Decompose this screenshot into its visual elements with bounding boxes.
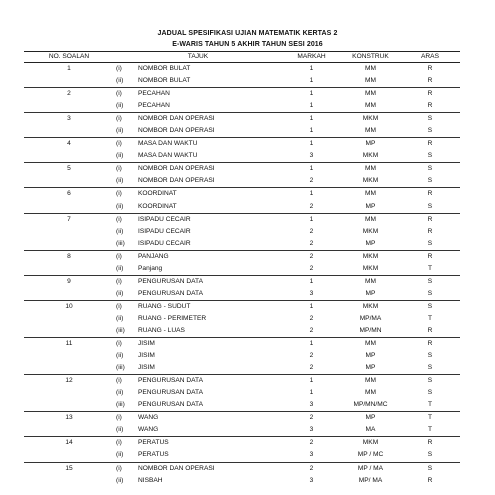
cell-sub-part: (iii) (116, 327, 125, 334)
cell-tajuk (114, 75, 282, 88)
table-row (24, 125, 460, 138)
cell-sub-part: (i) (116, 115, 122, 123)
cell-sub-part: (ii) (116, 177, 124, 185)
table-row (24, 449, 460, 462)
cell-aras: S (427, 239, 433, 247)
cell-konstruk: MKM (362, 227, 379, 235)
cell-aras: T (427, 314, 433, 322)
cell-no-soalan (24, 350, 114, 362)
cell-sub-part: (ii) (116, 352, 124, 360)
cell-sub-part: (i) (116, 340, 122, 348)
cell-aras: R (400, 63, 460, 76)
cell-konstruk: MM (365, 77, 376, 85)
cell-no-soalan: 15 (24, 462, 114, 475)
cell-aras: S (400, 113, 460, 126)
cell-no-soalan: 2 (24, 88, 114, 101)
cell-markah: 2 (309, 177, 314, 185)
cell-aras: R (427, 102, 433, 110)
cell-sub-part: (iii) (116, 239, 125, 247)
cell-markah: 1 (309, 77, 314, 85)
cell-konstruk: MM (341, 88, 400, 101)
cell-topic: PERATUS (138, 439, 169, 447)
cell-tajuk (114, 226, 282, 238)
cell-topic: JISIM (138, 364, 155, 372)
cell-sub-part: (ii) (116, 389, 124, 397)
cell-aras: S (400, 275, 460, 288)
cell-konstruk: MP (365, 202, 376, 210)
cell-sub-part: (ii) (116, 426, 124, 434)
cell-tajuk (114, 250, 282, 263)
cell-markah: 2 (309, 352, 314, 360)
table-row (24, 399, 460, 412)
cell-aras: R (400, 338, 460, 351)
cell-topic: JISIM (138, 340, 155, 348)
cell-markah: 3 (309, 401, 314, 409)
cell-markah: 2 (309, 227, 314, 235)
cell-konstruk: MM (341, 275, 400, 288)
cell-sub-part: (ii) (116, 289, 124, 297)
table-row (24, 113, 460, 126)
document-subtitle: E-WARIS TAHUN 5 AKHIR TAHUN SESI 2016 (172, 41, 323, 48)
cell-konstruk: MKM (362, 152, 379, 160)
table-row (24, 250, 460, 263)
cell-tajuk (114, 462, 282, 475)
cell-tajuk (114, 138, 282, 151)
table-row (24, 175, 460, 188)
cell-no-soalan: 5 (24, 163, 114, 176)
table-row (24, 288, 460, 301)
table-row (24, 75, 460, 88)
table-row (24, 325, 460, 338)
cell-tajuk (114, 362, 282, 375)
cell-no-soalan (24, 424, 114, 437)
table-body (24, 63, 460, 487)
cell-topic: NOMBOR DAN OPERASI (138, 177, 215, 185)
cell-aras: T (427, 426, 433, 434)
cell-sub-part: (i) (116, 65, 122, 73)
cell-no-soalan (24, 313, 114, 325)
header-markah: MARKAH (282, 52, 341, 63)
cell-tajuk (114, 88, 282, 101)
cell-konstruk: MP (341, 138, 400, 151)
cell-tajuk (114, 238, 282, 251)
cell-no-soalan (24, 263, 114, 276)
table-row (24, 238, 460, 251)
cell-sub-part: (ii) (116, 451, 124, 459)
cell-markah: 1 (309, 102, 314, 110)
cell-konstruk: MM (365, 389, 376, 397)
cell-aras: R (400, 138, 460, 151)
cell-konstruk: MP (365, 364, 376, 372)
cell-aras: S (400, 462, 460, 475)
cell-markah: 1 (282, 338, 341, 351)
cell-tajuk (114, 300, 282, 313)
cell-topic: PENGURUSAN DATA (138, 401, 203, 409)
cell-aras: R (427, 77, 433, 85)
cell-markah: 1 (309, 389, 314, 397)
cell-no-soalan: 6 (24, 188, 114, 201)
cell-markah: 2 (309, 364, 314, 372)
cell-tajuk (114, 113, 282, 126)
cell-markah: 1 (282, 63, 341, 76)
cell-konstruk: MP / MA (341, 462, 400, 475)
table-row (24, 150, 460, 163)
cell-konstruk: MP (365, 352, 376, 360)
cell-markah: 3 (309, 476, 314, 484)
cell-markah: 3 (309, 289, 314, 297)
cell-topic: NOMBOR BULAT (138, 77, 191, 85)
cell-tajuk (114, 125, 282, 138)
cell-no-soalan (24, 449, 114, 462)
cell-tajuk (114, 399, 282, 412)
cell-konstruk: MKM (341, 300, 400, 313)
cell-aras: S (427, 177, 433, 185)
cell-topic: PANJANG (138, 252, 169, 260)
cell-markah: 2 (309, 202, 314, 210)
cell-sub-part: (ii) (116, 202, 124, 210)
table-row (24, 138, 460, 151)
cell-no-soalan (24, 100, 114, 113)
cell-tajuk (114, 313, 282, 325)
cell-no-soalan: 3 (24, 113, 114, 126)
cell-tajuk (114, 475, 282, 487)
cell-konstruk: MP (341, 412, 400, 425)
cell-topic: RUANG - PERIMETER (138, 314, 207, 322)
cell-markah: 3 (309, 426, 314, 434)
cell-no-soalan: 13 (24, 412, 114, 425)
table-row (24, 63, 460, 76)
cell-aras: R (400, 213, 460, 226)
cell-no-soalan: 8 (24, 250, 114, 263)
cell-no-soalan (24, 175, 114, 188)
cell-markah: 2 (309, 239, 314, 247)
cell-topic: JISIM (138, 352, 155, 360)
cell-sub-part: (ii) (116, 264, 124, 272)
cell-topic: NISBAH (138, 476, 163, 484)
cell-tajuk (114, 275, 282, 288)
cell-sub-part: (ii) (116, 152, 124, 160)
cell-konstruk: MKM (362, 264, 379, 272)
table-row (24, 88, 460, 101)
cell-aras: S (427, 364, 433, 372)
cell-aras: S (427, 389, 433, 397)
cell-markah: 2 (282, 462, 341, 475)
cell-aras: R (427, 476, 433, 484)
cell-no-soalan (24, 238, 114, 251)
cell-tajuk (114, 437, 282, 450)
cell-konstruk: MM (341, 63, 400, 76)
cell-sub-part: (i) (116, 464, 122, 472)
cell-konstruk: MM (341, 338, 400, 351)
cell-topic: ISIPADU CECAIR (138, 239, 191, 247)
cell-tajuk (114, 375, 282, 388)
cell-topic: PECAHAN (138, 90, 170, 98)
table-row (24, 375, 460, 388)
cell-aras: S (427, 202, 433, 210)
table-row (24, 350, 460, 362)
cell-konstruk: MP/MA (359, 314, 382, 322)
cell-markah: 2 (282, 437, 341, 450)
cell-konstruk: MP/MN/MC (353, 401, 388, 409)
table-row (24, 424, 460, 437)
cell-sub-part: (i) (116, 302, 122, 310)
cell-aras: R (427, 327, 433, 334)
cell-aras: R (400, 437, 460, 450)
cell-markah: 1 (282, 213, 341, 226)
table-row (24, 475, 460, 487)
cell-konstruk: MKM (341, 437, 400, 450)
cell-aras: R (400, 188, 460, 201)
cell-markah: 1 (282, 375, 341, 388)
table-row (24, 226, 460, 238)
cell-konstruk: MM (341, 188, 400, 201)
table-row (24, 275, 460, 288)
cell-no-soalan (24, 75, 114, 88)
cell-aras: S (400, 163, 460, 176)
cell-markah: 1 (282, 163, 341, 176)
cell-no-soalan (24, 325, 114, 338)
cell-topic: NOMBOR DAN OPERASI (138, 115, 215, 123)
cell-no-soalan (24, 150, 114, 163)
cell-no-soalan (24, 125, 114, 138)
cell-tajuk (114, 163, 282, 176)
cell-tajuk (114, 412, 282, 425)
cell-sub-part: (ii) (116, 476, 124, 484)
cell-konstruk: MP (365, 239, 376, 247)
cell-konstruk: MP/MN (359, 327, 382, 334)
cell-topic: ISIPADU CECAIR (138, 215, 191, 223)
cell-topic: PECAHAN (138, 102, 170, 110)
cell-markah: 1 (282, 300, 341, 313)
cell-tajuk (114, 449, 282, 462)
cell-topic: NOMBOR DAN OPERASI (138, 464, 215, 472)
document-title: JADUAL SPESIFIKASI UJIAN MATEMATIK KERTAS 2 (157, 30, 338, 37)
cell-sub-part: (ii) (116, 227, 124, 235)
cell-sub-part: (ii) (116, 127, 124, 135)
cell-topic: WANG (138, 414, 159, 422)
table-row (24, 188, 460, 201)
cell-konstruk: MM (365, 102, 376, 110)
cell-topic: NOMBOR DAN OPERASI (138, 127, 215, 135)
cell-topic: NOMBOR DAN OPERASI (138, 165, 215, 173)
cell-konstruk: MM (341, 163, 400, 176)
cell-tajuk (114, 325, 282, 338)
table-row (24, 201, 460, 214)
cell-markah: 2 (309, 264, 314, 272)
cell-tajuk (114, 63, 282, 76)
cell-no-soalan (24, 475, 114, 487)
cell-tajuk (114, 338, 282, 351)
cell-no-soalan: 7 (24, 213, 114, 226)
table-row (24, 338, 460, 351)
cell-aras: T (400, 412, 460, 425)
cell-tajuk (114, 188, 282, 201)
cell-sub-part: (ii) (116, 314, 124, 322)
cell-markah: 2 (309, 314, 314, 322)
cell-no-soalan (24, 201, 114, 214)
cell-tajuk (114, 350, 282, 362)
cell-topic: PENGURUSAN DATA (138, 289, 203, 297)
cell-aras: S (400, 375, 460, 388)
cell-konstruk: MP/ MA (358, 476, 383, 484)
cell-aras: T (427, 401, 433, 409)
cell-tajuk (114, 288, 282, 301)
cell-no-soalan: 10 (24, 300, 114, 313)
cell-markah: 1 (309, 127, 314, 135)
cell-topic: KOORDINAT (138, 190, 177, 198)
cell-topic: ISIPADU CECAIR (138, 227, 191, 235)
cell-topic: MASA DAN WAKTU (138, 152, 198, 160)
table-row (24, 362, 460, 375)
cell-tajuk (114, 201, 282, 214)
cell-tajuk (114, 175, 282, 188)
cell-topic: KOORDINAT (138, 202, 177, 210)
cell-sub-part: (i) (116, 252, 122, 260)
cell-aras: R (427, 227, 433, 235)
cell-aras: S (427, 352, 433, 360)
cell-markah: 1 (282, 88, 341, 101)
cell-no-soalan: 4 (24, 138, 114, 151)
cell-konstruk: MKM (362, 177, 379, 185)
cell-konstruk: MKM (341, 250, 400, 263)
cell-sub-part: (i) (116, 277, 122, 285)
cell-aras: S (400, 300, 460, 313)
cell-topic: PENGURUSAN DATA (138, 277, 203, 285)
table-row (24, 313, 460, 325)
cell-topic: PENGURUSAN DATA (138, 389, 203, 397)
cell-tajuk (114, 263, 282, 276)
cell-aras: T (427, 264, 433, 272)
cell-markah: 2 (282, 412, 341, 425)
cell-konstruk: MP (365, 289, 376, 297)
cell-no-soalan (24, 399, 114, 412)
cell-tajuk (114, 213, 282, 226)
table-row (24, 437, 460, 450)
cell-no-soalan (24, 387, 114, 399)
header-tajuk: TAJUK (114, 52, 282, 63)
cell-topic: WANG (138, 426, 159, 434)
cell-sub-part: (i) (116, 377, 122, 385)
cell-topic: RUANG - LUAS (138, 327, 185, 334)
table-header-row (24, 52, 460, 63)
cell-sub-part: (ii) (116, 77, 124, 85)
header-no-soalan: NO. SOALAN (24, 52, 114, 63)
cell-sub-part: (i) (116, 140, 122, 148)
cell-topic: PENGURUSAN DATA (138, 377, 203, 385)
cell-no-soalan: 1 (24, 63, 114, 76)
cell-aras: S (427, 152, 433, 160)
cell-no-soalan (24, 362, 114, 375)
cell-konstruk: MM (365, 127, 376, 135)
cell-sub-part: (ii) (116, 102, 124, 110)
cell-sub-part: (i) (116, 439, 122, 447)
cell-sub-part: (i) (116, 215, 122, 223)
header-aras: ARAS (400, 52, 460, 63)
specification-table (24, 51, 460, 487)
table-row (24, 100, 460, 113)
cell-no-soalan: 14 (24, 437, 114, 450)
cell-topic: Panjang (138, 264, 163, 272)
cell-topic: NOMBOR BULAT (138, 65, 191, 73)
cell-markah: 3 (309, 451, 314, 459)
cell-sub-part: (iii) (116, 401, 125, 409)
cell-konstruk: MKM (341, 113, 400, 126)
table-row (24, 387, 460, 399)
cell-markah: 1 (282, 113, 341, 126)
table-row (24, 163, 460, 176)
cell-aras: R (400, 250, 460, 263)
cell-tajuk (114, 150, 282, 163)
cell-markah: 1 (282, 275, 341, 288)
cell-topic: MASA DAN WAKTU (138, 140, 198, 148)
cell-markah: 2 (309, 327, 314, 334)
cell-tajuk (114, 424, 282, 437)
cell-sub-part: (iii) (116, 364, 125, 372)
cell-sub-part: (i) (116, 165, 122, 173)
cell-sub-part: (i) (116, 190, 122, 198)
table-row (24, 213, 460, 226)
header-konstruk: KONSTRUK (341, 52, 400, 63)
cell-topic: RUANG - SUDUT (138, 302, 191, 310)
cell-aras: S (427, 289, 433, 297)
cell-no-soalan: 11 (24, 338, 114, 351)
cell-sub-part: (i) (116, 90, 122, 98)
table-row (24, 412, 460, 425)
cell-aras: S (427, 127, 433, 135)
cell-topic: PERATUS (138, 451, 169, 459)
cell-tajuk (114, 387, 282, 399)
cell-no-soalan: 12 (24, 375, 114, 388)
cell-markah: 1 (282, 188, 341, 201)
cell-markah: 2 (282, 250, 341, 263)
cell-sub-part: (i) (116, 414, 122, 422)
cell-konstruk: MA (365, 426, 376, 434)
cell-aras: R (400, 88, 460, 101)
cell-no-soalan (24, 288, 114, 301)
cell-no-soalan (24, 226, 114, 238)
table-row (24, 300, 460, 313)
cell-markah: 3 (309, 152, 314, 160)
cell-markah: 1 (282, 138, 341, 151)
cell-konstruk: MM (341, 213, 400, 226)
cell-konstruk: MM (341, 375, 400, 388)
cell-tajuk (114, 100, 282, 113)
table-row (24, 462, 460, 475)
cell-no-soalan: 9 (24, 275, 114, 288)
cell-konstruk: MP / MC (357, 451, 384, 459)
cell-aras: S (427, 451, 433, 459)
table-row (24, 263, 460, 276)
